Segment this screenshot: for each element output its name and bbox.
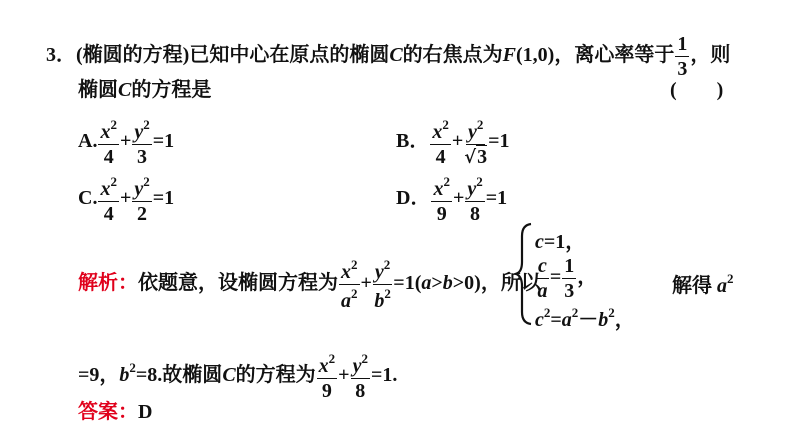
system-eq-2: $\frac{c}{a}$ = $\frac{1}{3}$ ， [537,255,598,302]
solution-line-1: 解析：依题意，设椭圆方程为 $\frac{x^2}{a^2}$ + $\frac{y^2}{b^2}$ =1(a>b>0)，所以 [78,257,541,312]
answer-value: D [138,401,153,423]
answer-line [78,402,152,422]
left-brace [513,222,535,326]
system-eq-3: $c^2=a^2-b^2$， [535,305,635,331]
system-eq-1: c=1， [535,231,586,253]
option-c[interactable]: C. $\frac{x^2}{4}$ + $\frac{y^2}{2}$ =1 [78,174,175,225]
question-number: 3． [46,44,76,67]
question-line-2: 椭圆C的方程是 [78,79,212,101]
answer-parentheses: ( ) [670,79,724,101]
option-d[interactable]: D． $\frac{x^2}{9}$ + $\frac{y^2}{8}$ =1 [396,174,508,225]
option-a[interactable]: A. $\frac{x^2}{4}$ + $\frac{y^2}{3}$ =1 [78,117,175,168]
option-b[interactable]: B． $\frac{x^2}{4}$ + $\frac{y^2}{√3}$ =1 [396,117,510,168]
solution-label: 解析： [78,272,138,295]
equation-system [513,222,673,331]
answer-label: 答案： [78,401,138,423]
question-line-1: 3．(椭圆的方程)已知中心在原点的椭圆C的右焦点为F(1,0)，离心率等于 $\frac{1}{3}$ ，则 [46,33,731,80]
sqrt-symbol: √3 [464,146,488,168]
solution-solve-text: 解得 $a^2$ [672,271,734,297]
eccentricity-fraction: $\frac{1}{3}$ [677,33,688,80]
solution-line-3: =9，$b^2=8$.故椭圆C的方程为 $\frac{x^2}{9}$ + $\frac{y^2}{8}$ =1. [78,351,398,402]
